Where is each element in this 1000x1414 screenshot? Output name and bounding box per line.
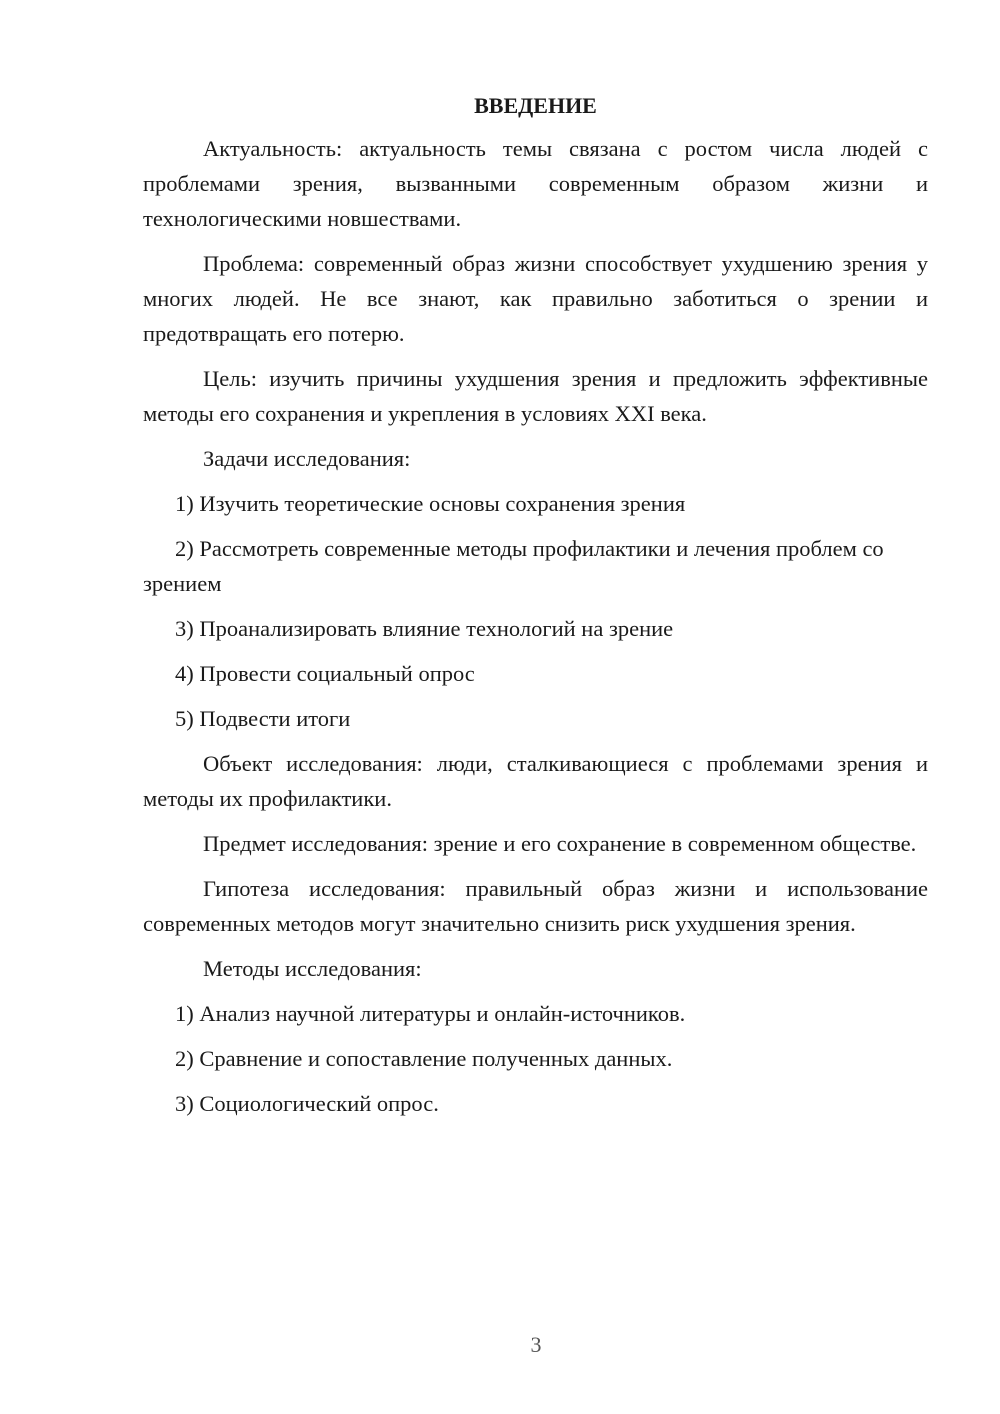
object-paragraph: Объект исследования: люди, сталкивающиеся с проблемами зрения и методы их профилактики. (143, 751, 928, 811)
page-content (143, 88, 928, 1131)
task-item-2: 2) Рассмотреть современные методы профилактики и лечения проблем со зрением (143, 536, 884, 596)
methods-label: Методы исследования: (203, 956, 422, 981)
task-item-3: 3) Проанализировать влияние технологий на зрение (175, 616, 674, 641)
method-item-2: 2) Сравнение и сопоставление полученных данных. (175, 1046, 673, 1071)
problem-paragraph: Проблема: современный образ жизни способствует ухудшению зрения у многих людей. Не все знают, как правильно заботиться о зрении и предотвращать его потерю. (143, 251, 928, 346)
method-item-1: 1) Анализ научной литературы и онлайн-источников. (175, 1001, 686, 1026)
tasks-label: Задачи исследования: (203, 446, 411, 471)
task-item-4: 4) Провести социальный опрос (175, 661, 475, 686)
page-number: 3 (530, 1332, 542, 1357)
task-item-1: 1) Изучить теоретические основы сохранения зрения (175, 491, 686, 516)
subject-paragraph: Предмет исследования: зрение и его сохранение в современном обществе. (203, 831, 917, 856)
method-item-3: 3) Социологический опрос. (175, 1091, 439, 1116)
goal-paragraph: Цель: изучить причины ухудшения зрения и предложить эффективные методы его сохранения и укрепления в условиях XXI века. (143, 366, 928, 426)
hypothesis-paragraph: Гипотеза исследования: правильный образ жизни и использование современных методов могут значительно снизить риск ухудшения зрения. (143, 876, 928, 936)
section-heading: ВВЕДЕНИЕ (474, 93, 597, 118)
task-item-5: 5) Подвести итоги (175, 706, 351, 731)
relevance-paragraph: Актуальность: актуальность темы связана с ростом числа людей с проблемами зрения, вызванными современным образом жизни и технологическими новшествами. (143, 136, 928, 231)
